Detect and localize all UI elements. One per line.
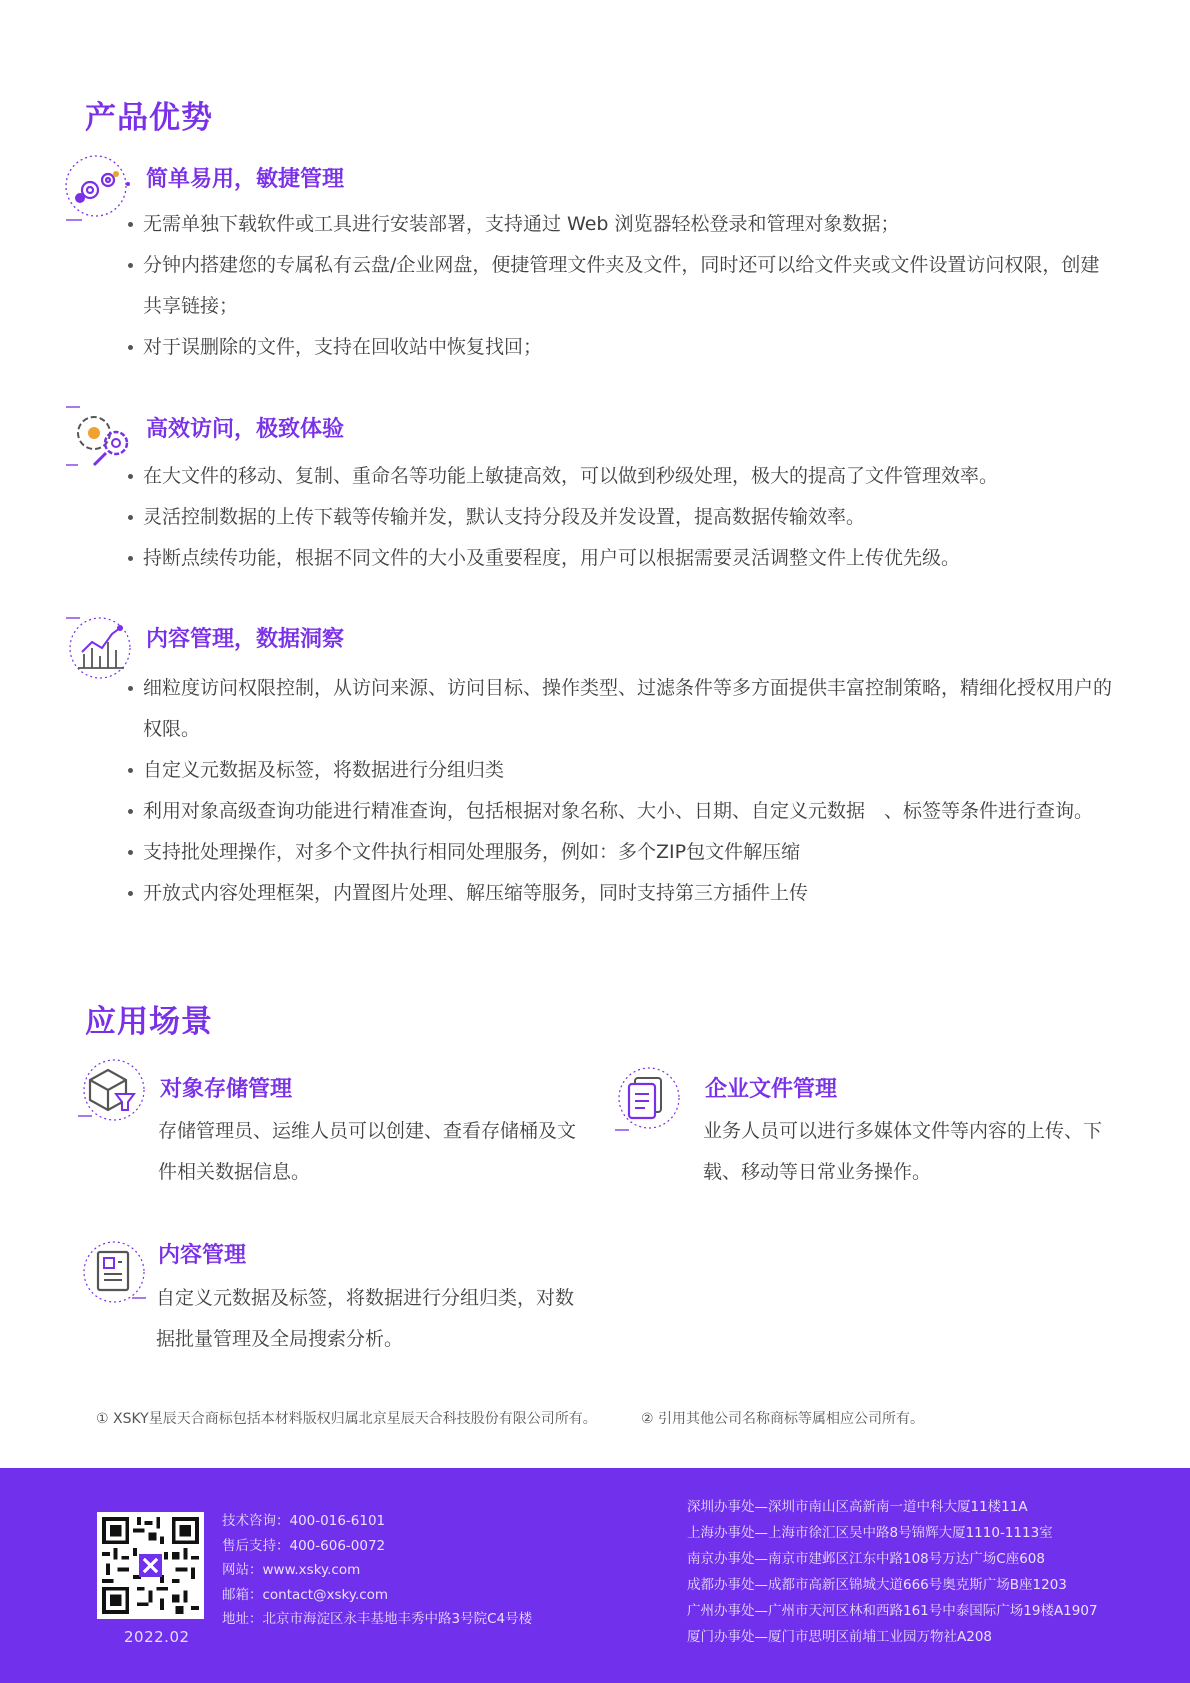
- issue-date: 2022.02: [124, 1628, 190, 1646]
- bullet-list-simple-agile: [127, 204, 1117, 368]
- documents-icon: [611, 1062, 683, 1134]
- list-item: 持断点续传功能，根据不同文件的大小及重要程度，用户可以根据需要灵活调整文件上传优先级。: [127, 538, 1117, 579]
- office-guangzhou: 广州办事处—广州市天河区林和西路161号中泰国际广场19楼A1907: [687, 1603, 1098, 1619]
- bullet-list-content-insight: [127, 668, 1117, 914]
- list-item: 支持批处理操作，对多个文件执行相同处理服务，例如：多个ZIP包文件解压缩: [127, 832, 1117, 873]
- qr-code: [97, 1512, 204, 1619]
- text-content-management: 自定义元数据及标签，将数据进行分组归类，对数据批量管理及全局搜索分析。: [156, 1287, 575, 1350]
- contact-info: [222, 1509, 532, 1632]
- heading-efficient-access: 高效访问，极致体验: [146, 417, 345, 442]
- contact-tech-support: 技术咨询：400-016-6101: [222, 1513, 386, 1529]
- list-item: 细粒度访问权限控制，从访问来源、访问目标、操作类型、过滤条件等多方面提供丰富控制策略，精细化授权用户的权限。: [127, 668, 1117, 750]
- gears-icon: [62, 150, 134, 222]
- office-shenzhen: 深圳办事处—深圳市南山区高新南一道中科大厦11楼11A: [687, 1499, 1028, 1515]
- heading-content-insight: 内容管理，数据洞察: [146, 627, 345, 652]
- analytics-chart-icon: [64, 612, 136, 684]
- list-item: 分钟内搭建您的专属私有云盘/企业网盘，便捷管理文件夹及文件，同时还可以给文件夹或文件设置访问权限，创建共享链接；: [127, 245, 1117, 327]
- list-item: 利用对象高级查询功能进行精准查询，包括根据对象名称、大小、日期、自定义元数据 、标签等条件进行查询。: [127, 791, 1117, 832]
- contact-after-sales: 售后支持：400-606-0072: [222, 1537, 386, 1554]
- footnote-trademark: ① XSKY星辰天合商标包括本材料版权归属北京星辰天合科技股份有限公司所有。: [96, 1411, 597, 1427]
- text-enterprise-files: 业务人员可以进行多媒体文件等内容的上传、下载、移动等日常业务操作。: [703, 1120, 1103, 1183]
- text-object-storage: 存储管理员、运维人员可以创建、查看存储桶及文件相关数据信息。: [158, 1120, 577, 1183]
- heading-content-management: 内容管理: [158, 1243, 247, 1268]
- office-chengdu: 成都办事处—成都市高新区锦城大道666号奥克斯广场B座1203: [687, 1577, 1067, 1593]
- contact-website: 网站：www.xsky.com: [222, 1562, 361, 1578]
- heading-simple-agile: 简单易用，敏捷管理: [146, 167, 345, 192]
- list-item: 无需单独下载软件或工具进行安装部署，支持通过 Web 浏览器轻松登录和管理对象数据；: [127, 204, 1117, 245]
- contact-email: 邮箱：contact@xsky.com: [222, 1586, 389, 1603]
- list-item: 自定义元数据及标签，将数据进行分组归类: [127, 750, 1117, 791]
- storage-box-icon: [76, 1056, 148, 1128]
- office-list: [687, 1494, 1098, 1650]
- list-item: 灵活控制数据的上传下载等传输并发，默认支持分段及并发设置，提高数据传输效率。: [127, 497, 1117, 538]
- bullet-list-efficient-access: [127, 456, 1117, 579]
- settings-gear-icon: [64, 403, 136, 475]
- section-title-advantages: 产品优势: [85, 100, 213, 136]
- heading-enterprise-files: 企业文件管理: [705, 1077, 838, 1102]
- section-title-scenarios: 应用场景: [85, 1004, 213, 1040]
- list-item: 在大文件的移动、复制、重命名等功能上敏捷高效，可以做到秒级处理，极大的提高了文件管理效率。: [127, 456, 1117, 497]
- office-shanghai: 上海办事处—上海市徐汇区吴中路8号锦辉大厦1110-1113室: [687, 1525, 1053, 1541]
- footnote-other-trademarks: ② 引用其他公司名称商标等属相应公司所有。: [641, 1411, 924, 1427]
- content-doc-icon: [78, 1236, 150, 1308]
- office-xiamen: 厦门办事处—厦门市思明区前埔工业园万物社A208: [687, 1629, 993, 1645]
- list-item: 开放式内容处理框架，内置图片处理、解压缩等服务，同时支持第三方插件上传: [127, 873, 1117, 914]
- heading-object-storage: 对象存储管理: [160, 1077, 293, 1102]
- contact-address: 地址：北京市海淀区永丰基地丰秀中路3号院C4号楼: [222, 1611, 533, 1627]
- office-nanjing: 南京办事处—南京市建邺区江东中路108号万达广场C座608: [687, 1551, 1045, 1567]
- footer: [0, 1468, 1190, 1683]
- list-item: 对于误删除的文件，支持在回收站中恢复找回；: [127, 327, 1117, 368]
